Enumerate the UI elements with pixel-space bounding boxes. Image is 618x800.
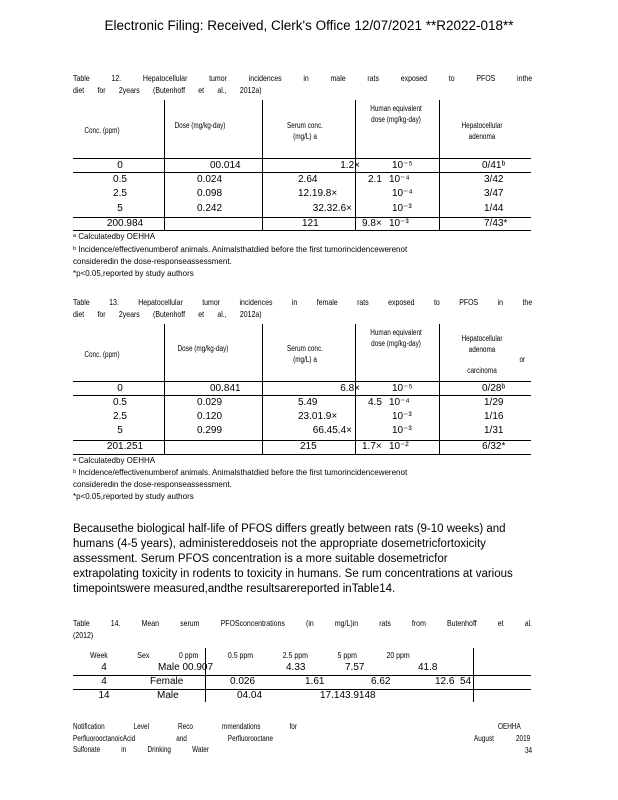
t12-r4-serum: 32.32.6× bbox=[312, 203, 352, 214]
footer-word: Notification bbox=[73, 722, 105, 731]
t14-caption-year: (2012) bbox=[73, 630, 94, 640]
footer-word: Reco bbox=[178, 722, 193, 731]
t14-r1-week: 4 bbox=[101, 662, 107, 673]
t12-r2-dose: 0.024 bbox=[197, 174, 223, 185]
t12-header-human: Human equivalent dose (mg/kg-day) bbox=[370, 104, 422, 124]
caption-word: PFOS bbox=[459, 297, 479, 307]
caption-word: tumor bbox=[209, 73, 227, 83]
t14-r2-c2: 6.62 bbox=[371, 676, 391, 687]
caption-word: incidences bbox=[239, 297, 273, 307]
t14-r1-c1: 4.33 bbox=[286, 662, 306, 673]
caption-word: et bbox=[198, 85, 205, 95]
t13-r4-conc: 5 bbox=[117, 425, 123, 436]
t13-r2-dose: 0.029 bbox=[197, 397, 223, 408]
footer-year: 2019 bbox=[516, 734, 531, 743]
caption-word: Table bbox=[73, 297, 90, 307]
t12-r1-serum: 1.2× bbox=[340, 160, 360, 171]
caption-word: 2012a) bbox=[239, 85, 262, 95]
t13-r3-human: 10⁻³ bbox=[392, 411, 412, 422]
t14-header-cell: 20 ppm bbox=[386, 650, 410, 660]
t13-header-carcinoma: carcinoma bbox=[467, 365, 497, 375]
t14-r2-c3: 12.6 54 bbox=[435, 676, 472, 687]
t13-r5-human: 10⁻² bbox=[389, 441, 409, 452]
t12-note-b-cont: consideredin the dose-responseassessment. bbox=[73, 257, 232, 266]
footer-org: OEHHA bbox=[498, 722, 521, 731]
t13-header-serum: Serum conc. (mg/L) a bbox=[287, 344, 323, 364]
caption-word: 12. bbox=[111, 73, 122, 83]
caption-word: 2years bbox=[118, 85, 140, 95]
footer-word: for bbox=[289, 722, 297, 731]
caption-word: al., bbox=[217, 85, 227, 95]
caption-word: PFOSconcentrations bbox=[220, 618, 285, 628]
footer-word: in bbox=[121, 745, 127, 754]
table13-caption bbox=[73, 296, 532, 320]
caption-word: (in bbox=[306, 618, 314, 628]
caption-word: et bbox=[198, 309, 205, 319]
t12-r4-human: 10⁻³ bbox=[392, 203, 412, 214]
t13-header-adenoma bbox=[453, 334, 526, 376]
t13-r4-human: 10⁻³ bbox=[392, 425, 412, 436]
caption-word: tumor bbox=[202, 297, 221, 307]
footer-word: Perfluorooctane bbox=[227, 733, 273, 743]
t13-header-dose: Dose (mg/kg-day) bbox=[177, 344, 229, 353]
t14-header-cell: 2.5 ppm bbox=[282, 650, 308, 660]
t13-r3-conc: 2.5 bbox=[113, 411, 127, 422]
caption-word: Hepatocellular bbox=[138, 297, 183, 307]
footer-word: mmendations bbox=[222, 722, 261, 731]
caption-word: from bbox=[411, 618, 426, 628]
caption-word: Table bbox=[73, 73, 90, 83]
t13-r1-dose: 00.841 bbox=[210, 383, 241, 394]
t14-r3-sex: Male bbox=[157, 690, 179, 701]
t13-r2-adenoma: 1/29 bbox=[484, 397, 504, 408]
caption-word: mg/L)in bbox=[334, 618, 359, 628]
t12-r3-human: 10⁻⁴ bbox=[392, 188, 413, 199]
t13-r2-human: 10⁻⁴ bbox=[389, 397, 410, 408]
body-paragraph bbox=[73, 522, 553, 597]
caption-word: Hepatocellular bbox=[142, 73, 188, 83]
t12-r1-conc: 0 bbox=[117, 160, 123, 171]
t14-header-cell: 0.5 ppm bbox=[227, 650, 254, 660]
caption-word: serum bbox=[180, 618, 200, 628]
t14-r2-sex: Female bbox=[150, 676, 184, 687]
t14-header-cell: Week bbox=[90, 650, 108, 660]
t12-r1-adenoma: 0/41ᵇ bbox=[482, 160, 506, 171]
caption-word: al., bbox=[217, 309, 227, 319]
caption-word: to bbox=[433, 297, 440, 307]
t14-r1-c3: 41.8 bbox=[418, 662, 438, 673]
paragraph-line: assessment. Serum PFOS concentration is a more suitable dosemetricfor bbox=[73, 553, 448, 565]
caption-word: (Butenhoff bbox=[153, 85, 186, 95]
footer-month: August bbox=[474, 734, 494, 743]
caption-word: to bbox=[448, 73, 455, 83]
t12-r5-serum: 121 bbox=[302, 218, 319, 229]
filing-header: Electronic Filing: Received, Clerk's Office 12/07/2021 **R2022-018** bbox=[104, 18, 514, 33]
t12-r2-human: 10⁻⁴ bbox=[389, 174, 410, 185]
t13-r1-adenoma: 0/28ᵇ bbox=[482, 383, 506, 394]
t12-r3-adenoma: 3/47 bbox=[484, 188, 504, 199]
caption-word: diet bbox=[73, 309, 85, 319]
t14-r1-sex: Male 00.907 bbox=[158, 662, 214, 673]
caption-word: et bbox=[497, 618, 504, 628]
t12-note-p: *p<0.05,reported by study authors bbox=[73, 269, 194, 278]
caption-word: Mean bbox=[141, 618, 160, 628]
t12-r3-serum: 12.19.8× bbox=[298, 188, 338, 199]
t13-note-p: *p<0.05,reported by study authors bbox=[73, 492, 194, 501]
page-number: 34 bbox=[525, 746, 533, 755]
t13-r4-dose: 0.299 bbox=[197, 425, 223, 436]
t12-r2-conc: 0.5 bbox=[113, 174, 127, 185]
table14-caption bbox=[73, 617, 532, 641]
t13-header-or: or bbox=[519, 355, 526, 364]
t13-r1-conc: 0 bbox=[117, 383, 123, 394]
t14-header-row bbox=[90, 649, 410, 661]
t13-r3-serum: 23.01.9× bbox=[298, 411, 338, 422]
footer-word: Sulfonate bbox=[73, 745, 101, 754]
t14-r2-c0: 0.026 bbox=[230, 676, 256, 687]
t13-r2-conc: 0.5 bbox=[113, 397, 127, 408]
caption-word: 2012a) bbox=[239, 309, 262, 319]
t13-note-b: ᵇ Incidence/effectivenumberof animals. Animalsthatdied before the first tumorincidencewerenot bbox=[73, 468, 408, 477]
footer-word: Drinking bbox=[147, 745, 171, 754]
caption-word: Butenhoff bbox=[446, 618, 477, 628]
t14-r2-week: 4 bbox=[101, 676, 107, 687]
t13-r3-adenoma: 1/16 bbox=[484, 411, 504, 422]
caption-word: rats bbox=[367, 73, 379, 83]
t13-col-divider bbox=[164, 324, 165, 454]
caption-word: for bbox=[97, 85, 106, 95]
t12-r1-dose: 00.014 bbox=[210, 160, 241, 171]
caption-word: the bbox=[522, 297, 533, 307]
caption-word: 14. bbox=[110, 618, 121, 628]
t12-r4-adenoma: 1/44 bbox=[484, 203, 504, 214]
t12-r3-conc: 2.5 bbox=[113, 188, 127, 199]
paragraph-line: extrapolating toxicity in rodents to toxicity in humans. Se rum concentrations at various bbox=[73, 568, 513, 580]
t13-col-divider bbox=[262, 324, 263, 454]
t12-r2-serum: 2.64 bbox=[298, 174, 318, 185]
t12-note-b: ᵇ Incidence/effectivenumberof animals. Animalsthatdied before the first tumorincidencewerenot bbox=[73, 245, 408, 254]
t12-rule bbox=[73, 172, 531, 173]
t12-r2-human-a: 2.1 bbox=[368, 174, 382, 185]
t12-note-a: ᵃ Calculatedby OEHHA bbox=[73, 232, 156, 241]
t13-r5-adenoma: 6/32* bbox=[482, 441, 506, 452]
t12-header-conc: Conc. (ppm) bbox=[84, 126, 120, 135]
caption-word: diet bbox=[73, 85, 85, 95]
footer-word: PerfluorooctanoicAcid bbox=[73, 733, 136, 743]
caption-word: (Butenhoff bbox=[153, 309, 186, 319]
t13-r4-serum: 66.45.4× bbox=[312, 425, 352, 436]
caption-word: in bbox=[497, 297, 504, 307]
footer-word: and bbox=[176, 733, 187, 743]
t12-r5-adenoma: 7/43* bbox=[484, 218, 508, 229]
t12-header-serum: Serum conc. (mg/L) a bbox=[287, 121, 323, 141]
table12-caption bbox=[73, 72, 532, 96]
t12-r2-adenoma: 3/42 bbox=[484, 174, 504, 185]
t12-r3-dose: 0.098 bbox=[197, 188, 223, 199]
caption-word: exposed bbox=[400, 73, 428, 83]
t12-r1-human: 10⁻⁵ bbox=[392, 160, 413, 171]
t12-col-divider bbox=[262, 100, 263, 230]
caption-word: female bbox=[316, 297, 338, 307]
t13-r3-dose: 0.120 bbox=[197, 411, 223, 422]
footer-word: Level bbox=[133, 722, 149, 731]
caption-word: PFOS bbox=[476, 73, 496, 83]
t12-header-dose: Dose (mg/kg-day) bbox=[174, 121, 226, 130]
t12-r4-conc: 5 bbox=[117, 203, 123, 214]
caption-word: rats bbox=[357, 297, 369, 307]
t13-header-conc: Conc. (ppm) bbox=[84, 350, 120, 359]
caption-word: incidences bbox=[248, 73, 282, 83]
t14-header-cell: Sex bbox=[137, 650, 150, 660]
caption-word: 13. bbox=[109, 297, 119, 307]
paragraph-line: humans (4-5 years), administereddoseis not the appropriate dosemetricfortoxicity bbox=[73, 538, 486, 550]
t13-col-divider bbox=[439, 324, 440, 454]
t13-r5-human-a: 1.7× bbox=[362, 441, 382, 452]
caption-word: for bbox=[97, 309, 106, 319]
t12-r5-human: 10⁻³ bbox=[389, 218, 409, 229]
t13-note-a: ᵃ Calculatedby OEHHA bbox=[73, 456, 156, 465]
t13-rule-top bbox=[73, 381, 531, 382]
caption-word: Table bbox=[73, 618, 90, 628]
t13-note-b-cont: consideredin the dose-responseassessment. bbox=[73, 480, 232, 489]
t14-header-cell: 0 ppm bbox=[178, 650, 199, 660]
t12-r5-human-a: 9.8× bbox=[362, 218, 382, 229]
t12-col-divider bbox=[439, 100, 440, 230]
t14-rule bbox=[73, 689, 531, 690]
t14-header-cell: 5 ppm bbox=[337, 650, 357, 660]
caption-word: inthe bbox=[517, 73, 533, 83]
t13-r1-serum: 6.8× bbox=[340, 383, 360, 394]
t12-col-divider bbox=[164, 100, 165, 230]
t13-r2-serum: 5.49 bbox=[298, 397, 318, 408]
caption-word: in bbox=[303, 73, 309, 83]
t14-r3-c0: 04.04 bbox=[237, 690, 263, 701]
t12-header-adenoma: Hepatocellular adenoma bbox=[461, 121, 503, 141]
t13-r1-human: 10⁻⁵ bbox=[392, 383, 413, 394]
t13-r5-conc: 201.251 bbox=[106, 441, 144, 452]
t13-r4-adenoma: 1/31 bbox=[484, 425, 504, 436]
t13-header-human: Human equivalent dose (mg/kg-day) bbox=[370, 328, 422, 348]
t14-r2-c1: 1.61 bbox=[305, 676, 325, 687]
t14-r1-c2: 7.57 bbox=[345, 662, 365, 673]
t13-r5-serum: 215 bbox=[300, 441, 317, 452]
t12-r5-conc: 200.984 bbox=[106, 218, 144, 229]
t13-header-adenoma-a: Hepatocellular adenoma bbox=[461, 334, 503, 354]
t14-r3-c1: 17.143.9148 bbox=[320, 690, 376, 701]
caption-word: rats bbox=[379, 618, 391, 628]
t13-rule bbox=[73, 395, 531, 396]
footer-title bbox=[73, 721, 297, 756]
t13-r2-human-a: 4.5 bbox=[368, 397, 382, 408]
caption-word: exposed bbox=[388, 297, 415, 307]
t12-rule-top bbox=[73, 158, 531, 159]
caption-word: 2years bbox=[118, 309, 140, 319]
caption-word: al. bbox=[524, 618, 533, 628]
t12-r4-dose: 0.242 bbox=[197, 203, 223, 214]
paragraph-line: Becausethe biological half-life of PFOS differs greatly between rats (9-10 weeks) and bbox=[73, 523, 506, 535]
caption-word: in bbox=[291, 297, 298, 307]
t14-r3-week: 14 bbox=[98, 690, 110, 701]
caption-word: male bbox=[330, 73, 346, 83]
paragraph-line: timepointswere measured,andthe resultsarereported inTable14. bbox=[73, 583, 396, 595]
footer-word: Water bbox=[192, 745, 209, 754]
